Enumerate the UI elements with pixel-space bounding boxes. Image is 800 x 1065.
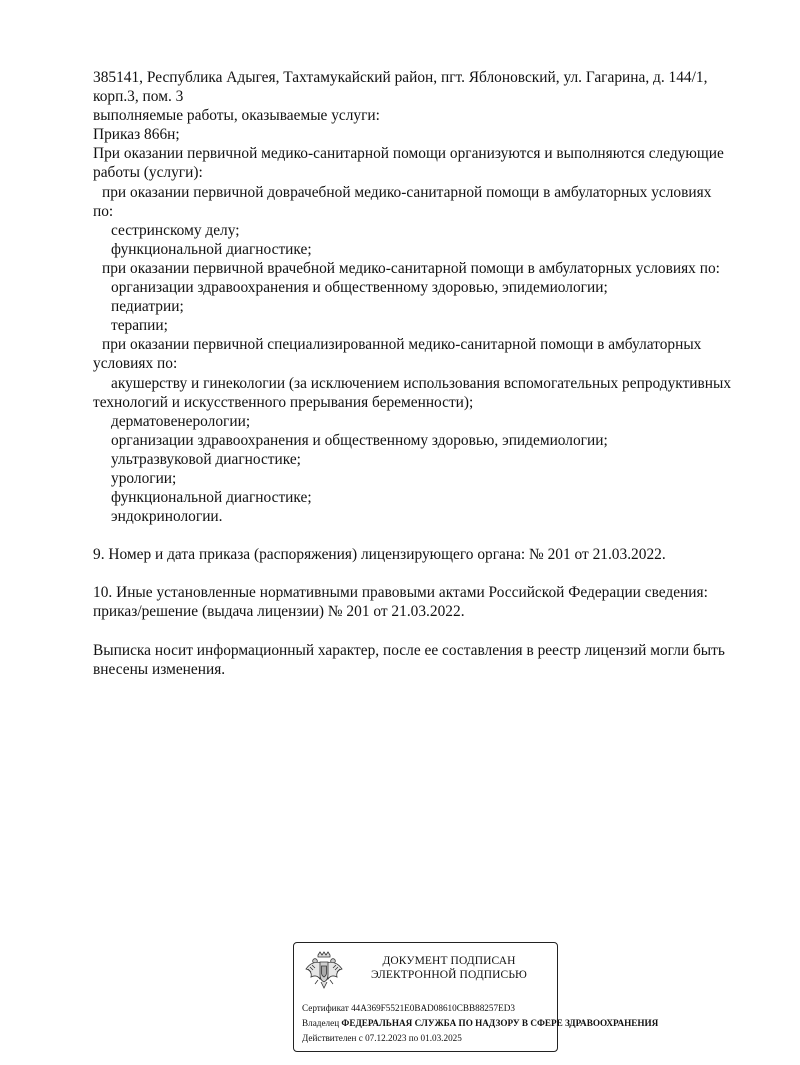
document-body bbox=[93, 68, 763, 679]
list-item: терапии; bbox=[111, 317, 168, 335]
owner-label: Владелец bbox=[302, 1018, 340, 1029]
address-line-1: 385141, Республика Адыгея, Тахтамукайский район, пгт. Яблоновский, ул. Гагарина, д. 144/1, bbox=[93, 69, 708, 86]
list-item: функциональной диагностике; bbox=[111, 240, 312, 258]
stamp-title bbox=[354, 954, 544, 983]
spacer bbox=[93, 622, 763, 641]
validity-row: Действителен с 07.12.2023 по 01.03.2025 bbox=[302, 1033, 462, 1044]
order-reference: Приказ 866н; bbox=[93, 126, 180, 144]
list-item-cont: технологий и искусственного прерывания беременности); bbox=[93, 393, 474, 411]
list-item: организации здравоохранения и общественному здоровью, эпидемиологии; bbox=[111, 279, 608, 297]
list-item: сестринскому делу; bbox=[111, 221, 240, 239]
list-item: организации здравоохранения и общественному здоровью, эпидемиологии; bbox=[111, 431, 608, 449]
item-10-line-2: приказ/решение (выдача лицензии) № 201 от 21.03.2022. bbox=[93, 603, 465, 621]
list-item: педиатрии; bbox=[111, 298, 184, 316]
address-line-2: корп.3, пом. 3 bbox=[93, 88, 184, 106]
group1-title-cont: по: bbox=[93, 202, 114, 220]
list-item: функциональной диагностике; bbox=[111, 489, 312, 507]
list-item: урологии; bbox=[111, 469, 177, 487]
stamp-details bbox=[302, 1001, 659, 1047]
list-item: эндокринологии. bbox=[111, 508, 223, 526]
owner-value: ФЕДЕРАЛЬНАЯ СЛУЖБА ПО НАДЗОРУ В СФЕРЕ ЗДРАВООХРАНЕНИЯ bbox=[341, 1018, 659, 1029]
works-label: выполняемые работы, оказываемые услуги: bbox=[93, 107, 380, 125]
note-line-1: Выписка носит информационный характер, после ее составления в реестр лицензий могли быть bbox=[93, 641, 725, 659]
note-line-2: внесены изменения. bbox=[93, 660, 226, 678]
intro-line-1: При оказании первичной медико-санитарной помощи организуются и выполняются следующие bbox=[93, 145, 724, 163]
group3-title-cont: условиях по: bbox=[93, 355, 178, 373]
owner-row bbox=[302, 1016, 659, 1031]
russian-coat-of-arms-icon bbox=[302, 949, 346, 993]
group3-title: при оказании первичной специализированной медико-санитарной помощи в амбулаторных bbox=[102, 336, 702, 354]
spacer bbox=[93, 526, 763, 545]
certificate-row bbox=[302, 1001, 602, 1016]
certificate-label: Сертификат bbox=[302, 1003, 349, 1013]
list-item: ультразвуковой диагностике; bbox=[111, 450, 301, 468]
electronic-signature-stamp bbox=[293, 942, 659, 1052]
list-item: акушерству и гинекологии (за исключением использования вспомогательных репродуктивных bbox=[111, 374, 732, 392]
intro-line-2: работы (услуги): bbox=[93, 164, 203, 182]
item-9: 9. Номер и дата приказа (распоряжения) лицензирующего органа: № 201 от 21.03.2022. bbox=[93, 546, 666, 564]
group2-title: при оказании первичной врачебной медико-санитарной помощи в амбулаторных условиях по: bbox=[102, 259, 720, 277]
stamp-title-line-2: ЭЛЕКТРОННОЙ ПОДПИСЬЮ bbox=[371, 969, 527, 982]
list-item: дерматовенерологии; bbox=[111, 412, 251, 430]
stamp-title-line-1: ДОКУМЕНТ ПОДПИСАН bbox=[382, 955, 516, 967]
certificate-value: 44A369F5521E0BAD08610CBB88257ED3 bbox=[351, 1003, 515, 1013]
spacer bbox=[93, 564, 763, 583]
group1-title: при оказании первичной доврачебной медико-санитарной помощи в амбулаторных условиях bbox=[102, 183, 712, 201]
item-10-line-1: 10. Иные установленные нормативными правовыми актами Российской Федерации сведения: bbox=[93, 584, 708, 602]
